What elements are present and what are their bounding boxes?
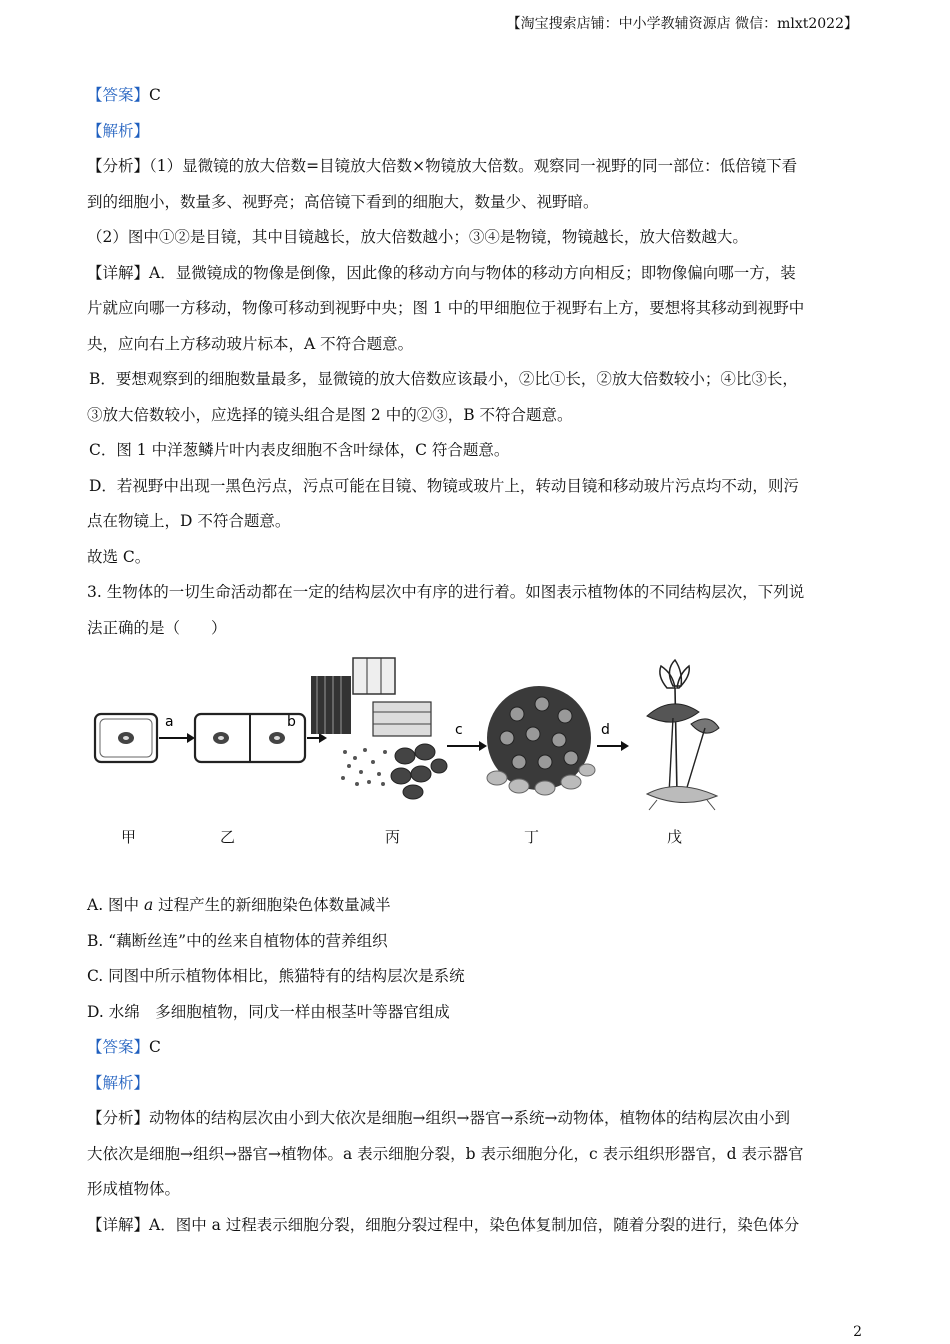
figure-drawing: [87, 654, 859, 872]
lotus-plant-icon: [647, 660, 719, 810]
figure-label-jia: 甲: [121, 828, 137, 846]
structure-levels-figure: [87, 654, 859, 872]
arrow-label-d: d: [601, 722, 610, 738]
figure-label-ding: 丁: [524, 828, 540, 846]
conclusion: 故选 C。: [87, 547, 151, 566]
detail-text: ③放大倍数较小，应选择的镜头组合是图 2 中的②③，B 不符合题意。: [87, 405, 573, 424]
option-a-text-post: 过程产生的新细胞染色体数量减半: [153, 896, 391, 914]
arrow-label-c: c: [455, 722, 463, 738]
option-c: C. 同图中所示植物体相比，熊猫特有的结构层次是系统: [87, 967, 465, 985]
single-cell-icon: [95, 714, 157, 762]
fenxi-text: 大依次是细胞→组织→器官→植物体。a 表示细胞分裂，b 表示细胞分化，c 表示组织形器官，d 表示器官: [87, 1144, 804, 1163]
detail-text: B．要想观察到的细胞数量最多，显微镜的放大倍数应该最小，②比①长，②放大倍数较小；④比③长，: [89, 370, 798, 388]
answer-value: C: [149, 1038, 161, 1056]
arrow-d: [597, 722, 629, 751]
options-list: [87, 888, 859, 1030]
fenxi-text: 到的细胞小，数量多、视野亮；高倍镜下看到的细胞大，数量少、视野暗。: [87, 192, 599, 211]
lotus-pod-icon: [487, 686, 595, 795]
analysis-tag: 【解析】: [87, 121, 150, 140]
detail-text: 片就应向哪一方移动，物像可移动到视野中央；图 1 中的甲细胞位于视野右上方，要想将其移动到视野中: [87, 299, 805, 317]
question-stem: 3. 生物体的一切生命活动都在一定的结构层次中有序的进行着。如图表示植物体的不同结构层次，下列说: [87, 583, 805, 601]
answer-value: C: [149, 86, 161, 104]
arrow-c: [447, 722, 487, 751]
detail-text: D．若视野中出现一黑色污点，污点可能在目镜、物镜或玻片上，转动目镜和移动玻片污点均不动，则污: [89, 476, 799, 495]
arrow-a: [159, 714, 195, 743]
detail-text: A．图中 a 过程表示细胞分裂，细胞分裂过程中，染色体复制加倍，随着分裂的进行，染色体分: [149, 1215, 800, 1234]
option-a: [87, 888, 859, 924]
option-a-var: a: [143, 896, 154, 914]
fenxi-tag: 【分析】: [87, 157, 150, 175]
page-header: 【淘宝搜索店铺：中小学教辅资源店 微信：mlxt2022】: [506, 16, 858, 32]
tissues-icon: [311, 658, 447, 799]
detail-text: 点在物镜上，D 不符合题意。: [87, 512, 291, 530]
detail-tag: 【详解】: [87, 1215, 150, 1234]
detail-text: 央，应向右上方移动玻片标本，A 不符合题意。: [87, 334, 414, 353]
question-stem: 法正确的是（ ）: [87, 618, 227, 637]
figure-label-bing: 丙: [385, 828, 401, 846]
fenxi-text: （1）显微镜的放大倍数=目镜放大倍数×物镜放大倍数。观察同一视野的同一部位：低倍镜下看: [149, 157, 798, 175]
answer-tag: 【答案】: [87, 1038, 150, 1056]
detail-tag: 【详解】: [87, 263, 150, 282]
answer-tag: 【答案】: [87, 86, 150, 104]
arrow-label-b: b: [287, 714, 296, 730]
fenxi-tag: 【分析】: [87, 1109, 150, 1127]
fenxi-text: 动物体的结构层次由小到大依次是细胞→组织→器官→系统→动物体，植物体的结构层次由小到: [149, 1109, 790, 1127]
page-number: 2: [853, 1324, 862, 1340]
arrow-label-a: a: [165, 714, 174, 730]
figure-label-yi: 乙: [220, 828, 236, 846]
option-d: D. 水绵 多细胞植物，同戊一样由根茎叶等器官组成: [87, 1002, 450, 1021]
analysis-tag: 【解析】: [87, 1073, 150, 1092]
fenxi-text: （2）图中①②是目镜，其中目镜越长，放大倍数越小；③④是物镜，物镜越长，放大倍数越大。: [87, 228, 748, 246]
page-content: [87, 78, 859, 1243]
option-b: B. “藕断丝连”中的丝来自植物体的营养组织: [87, 931, 388, 950]
option-a-text: A. 图中: [87, 896, 144, 914]
figure-label-wu: 戊: [667, 828, 683, 846]
detail-text: A．显微镜成的物像是倒像，因此像的移动方向与物体的移动方向相反；即物像偏向哪一方，装: [149, 263, 796, 282]
detail-text: C．图 1 中洋葱鳞片叶内表皮细胞不含叶绿体，C 符合题意。: [89, 441, 510, 459]
fenxi-text: 形成植物体。: [87, 1180, 181, 1198]
